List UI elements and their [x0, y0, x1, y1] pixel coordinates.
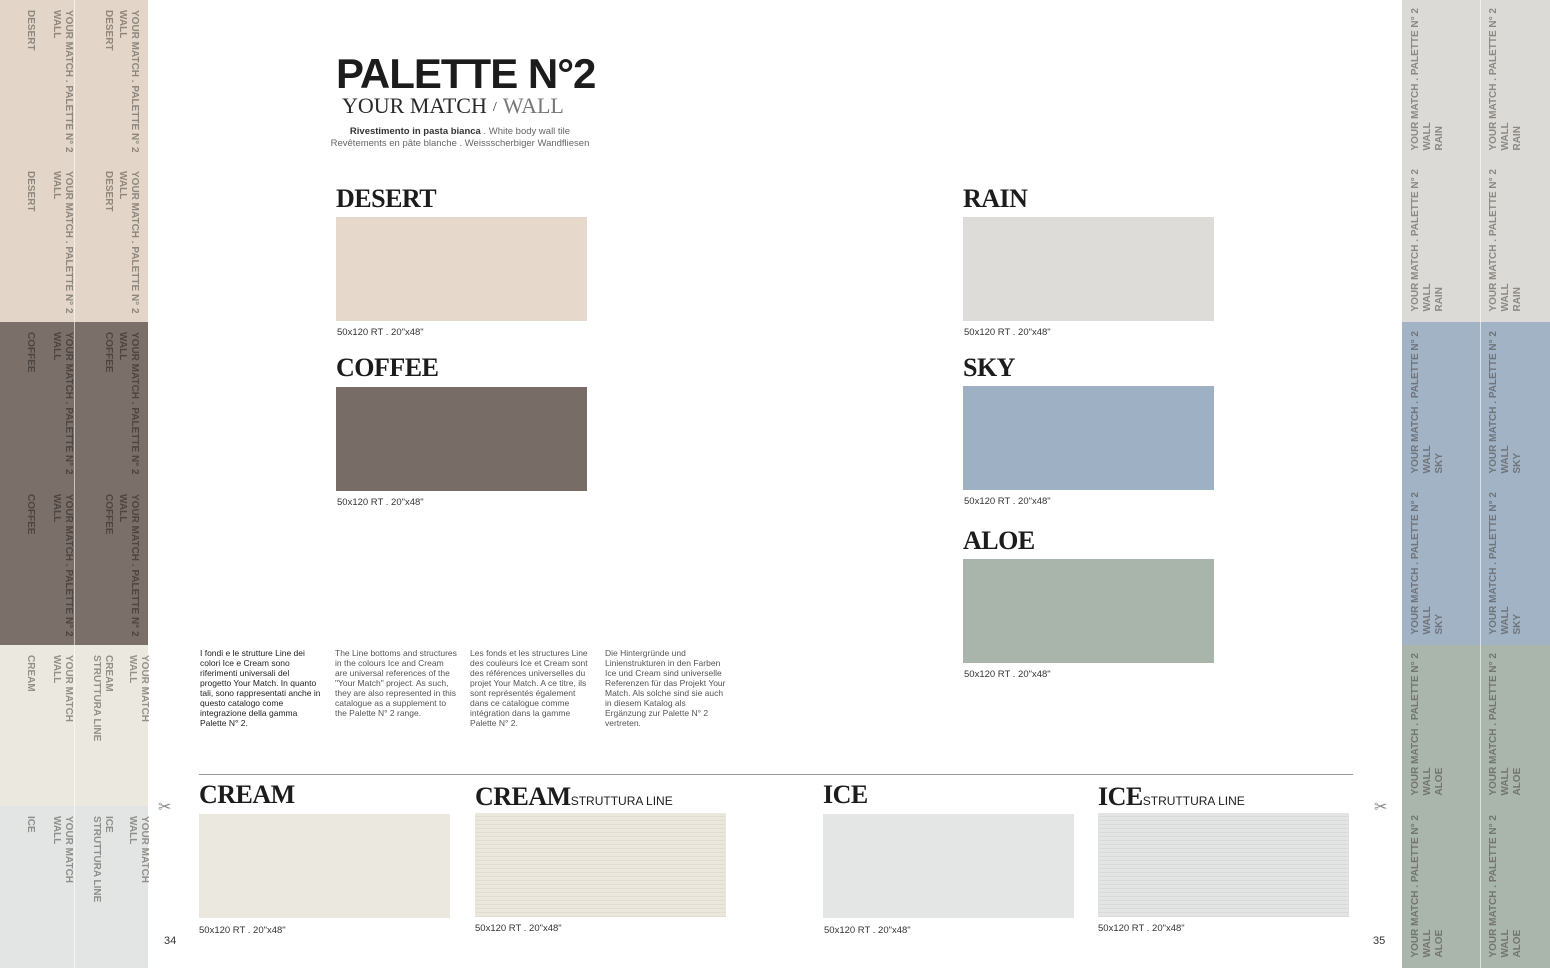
swatch-label: DESERT — [25, 10, 36, 51]
swatch-label: YOUR MATCH WALL — [51, 655, 74, 723]
product-name-rain: RAIN — [963, 184, 1028, 213]
product-name-sky: SKY — [963, 353, 1015, 382]
tile-swatch-ice-line — [1098, 813, 1349, 917]
tile-size-desert: 50x120 RT . 20"x48" — [337, 327, 424, 338]
description-line-2: Revêtements en pâte blanche . Weissscherbiger Wandfliesen — [330, 138, 590, 149]
swatch-label: DESERT — [103, 10, 114, 51]
tile-swatch-aloe — [963, 559, 1214, 663]
swatch-label: YOUR MATCH . PALETTE N° 2 WALL RAIN — [1488, 169, 1523, 312]
swatch-label: YOUR MATCH . PALETTE N° 2 WALL RAIN — [1488, 8, 1523, 151]
tile-size-sky: 50x120 RT . 20"x48" — [964, 496, 1051, 507]
swatch-label: YOUR MATCH . PALETTE N° 2 WALL SKY — [1488, 331, 1523, 474]
swatch-label: YOUR MATCH . PALETTE N° 2 WALL SKY — [1410, 331, 1445, 474]
tile-swatch-desert — [336, 217, 587, 321]
swatch-label: COFFEE — [25, 494, 36, 535]
swatch-label: YOUR MATCH . PALETTE N° 2 WALL — [117, 171, 140, 314]
swatch-label: YOUR MATCH . PALETTE N° 2 WALL RAIN — [1410, 169, 1445, 312]
section-divider — [199, 774, 1353, 775]
tile-swatch-ice — [823, 814, 1074, 918]
collection-type: WALL — [502, 93, 564, 118]
swatch-label: ICE — [25, 816, 36, 833]
product-name-aloe: ALOE — [963, 526, 1035, 555]
swatch-block-aloe-1 — [1402, 645, 1550, 806]
swatch-label: ICE STRUTTURA LINE — [91, 816, 114, 903]
page-number-right: 35 — [1373, 935, 1386, 947]
collection-name: YOUR MATCH — [342, 93, 487, 118]
collection-subtitle — [342, 93, 564, 119]
tile-swatch-cream-line — [475, 813, 726, 917]
swatch-label: YOUR MATCH . PALETTE N° 2 WALL — [51, 171, 74, 314]
swatch-label: YOUR MATCH . PALETTE N° 2 WALL — [117, 332, 140, 475]
swatch-label: YOUR MATCH . PALETTE N° 2 WALL — [51, 494, 74, 637]
cut-line — [74, 0, 75, 968]
swatch-block-sky-2 — [1402, 484, 1550, 645]
tile-swatch-coffee — [336, 387, 587, 491]
right-swatch-strip — [1402, 0, 1550, 968]
swatch-label: YOUR MATCH . PALETTE N° 2 WALL ALOE — [1488, 653, 1523, 796]
swatch-label: CREAM — [25, 655, 36, 692]
note-english: The Line bottoms and structures in the colours Ice and Cream are universal references of the "Your Match" project. As such, they are also represented in this catalogue as a supplement to the Palette N° 2 range. — [335, 648, 457, 718]
left-swatch-strip — [0, 0, 148, 968]
swatch-block-rain-2 — [1402, 161, 1550, 322]
description-rest: . White body wall tile — [480, 126, 571, 137]
swatch-label: YOUR MATCH . PALETTE N° 2 WALL RAIN — [1410, 8, 1445, 151]
swatch-label: YOUR MATCH . PALETTE N° 2 WALL — [51, 332, 74, 475]
tile-size-aloe: 50x120 RT . 20"x48" — [964, 669, 1051, 680]
swatch-label: COFFEE — [103, 332, 114, 373]
swatch-label: YOUR MATCH . PALETTE N° 2 WALL ALOE — [1410, 815, 1445, 958]
product-description — [290, 126, 630, 150]
product-name-cream-line — [475, 782, 673, 812]
swatch-label: YOUR MATCH . PALETTE N° 2 WALL — [51, 10, 74, 153]
product-name-coffee: COFFEE — [336, 353, 439, 382]
swatch-label: YOUR MATCH . PALETTE N° 2 WALL SKY — [1488, 492, 1523, 635]
tile-size-coffee: 50x120 RT . 20"x48" — [337, 497, 424, 508]
swatch-label: YOUR MATCH . PALETTE N° 2 WALL ALOE — [1488, 815, 1523, 958]
product-name-ice-line-suffix: STRUTTURA LINE — [1142, 794, 1245, 808]
page-number-left: 34 — [164, 935, 177, 947]
product-name-ice: ICE — [823, 780, 868, 809]
swatch-label: YOUR MATCH WALL — [51, 816, 74, 884]
description-line-1 — [290, 126, 630, 138]
tile-size-cream-line: 50x120 RT . 20"x48" — [475, 923, 562, 934]
product-name-cream-line-suffix: STRUTTURA LINE — [570, 794, 673, 808]
tile-swatch-cream — [199, 814, 450, 918]
description-bold: Rivestimento in pasta bianca — [349, 126, 481, 137]
note-french: Les fonds et les structures Line des couleurs Ice et Cream sont des références universelles du projet Your Match. A ce titre, ils sont représentés également dans ce catalogue comme intégration dans la gamme Palette N° 2. — [470, 648, 588, 728]
product-name-ice-line-main: ICE — [1098, 782, 1143, 811]
note-italian: I fondi e le strutture Line dei colori Ice e Cream sono riferimenti universali del progetto Your Match. In quanto tali, sono rappresentati anche in questo catalogo come integrazione della gamma Palette N° 2. — [200, 648, 321, 728]
tile-size-rain: 50x120 RT . 20"x48" — [964, 327, 1051, 338]
cut-line — [1480, 0, 1481, 968]
swatch-label: COFFEE — [103, 494, 114, 535]
swatch-label: YOUR MATCH . PALETTE N° 2 WALL SKY — [1410, 492, 1445, 635]
tile-size-ice-line: 50x120 RT . 20"x48" — [1098, 923, 1185, 934]
product-name-desert: DESERT — [336, 184, 437, 213]
subtitle-separator: / — [492, 100, 497, 115]
swatch-block-rain-1 — [1402, 0, 1550, 161]
scissors-icon: ✂ — [158, 799, 172, 816]
tile-size-ice: 50x120 RT . 20"x48" — [824, 925, 911, 936]
note-german: Die Hintergründe und Linienstrukturen in den Farben Ice und Cream sind universelle Referenzen für das Projekt Your Match. Als solche sind sie auch in diesem Katalog als Ergänzung zur Palette N° 2 vertreten. — [605, 648, 726, 728]
swatch-label: CREAM STRUTTURA LINE — [91, 655, 114, 742]
swatch-block-sky-1 — [1402, 322, 1550, 484]
swatch-label: YOUR MATCH . PALETTE N° 2 WALL — [117, 494, 140, 637]
product-name-ice-line — [1098, 782, 1245, 812]
swatch-label: YOUR MATCH . PALETTE N° 2 WALL — [117, 10, 140, 153]
swatch-label: DESERT — [25, 171, 36, 212]
swatch-label: YOUR MATCH . PALETTE N° 2 WALL ALOE — [1410, 653, 1445, 796]
swatch-label: DESERT — [103, 171, 114, 212]
product-name-cream: CREAM — [199, 780, 295, 809]
tile-swatch-rain — [963, 217, 1214, 321]
page-title: PALETTE N°2 — [336, 50, 596, 97]
product-name-cream-line-main: CREAM — [475, 782, 571, 811]
swatch-label: COFFEE — [25, 332, 36, 373]
swatch-label: YOUR MATCH WALL — [127, 816, 150, 884]
tile-swatch-sky — [963, 386, 1214, 490]
scissors-icon: ✂ — [1374, 799, 1388, 816]
swatch-label: YOUR MATCH WALL — [127, 655, 150, 723]
swatch-block-aloe-2 — [1402, 806, 1550, 968]
tile-size-cream: 50x120 RT . 20"x48" — [199, 925, 286, 936]
